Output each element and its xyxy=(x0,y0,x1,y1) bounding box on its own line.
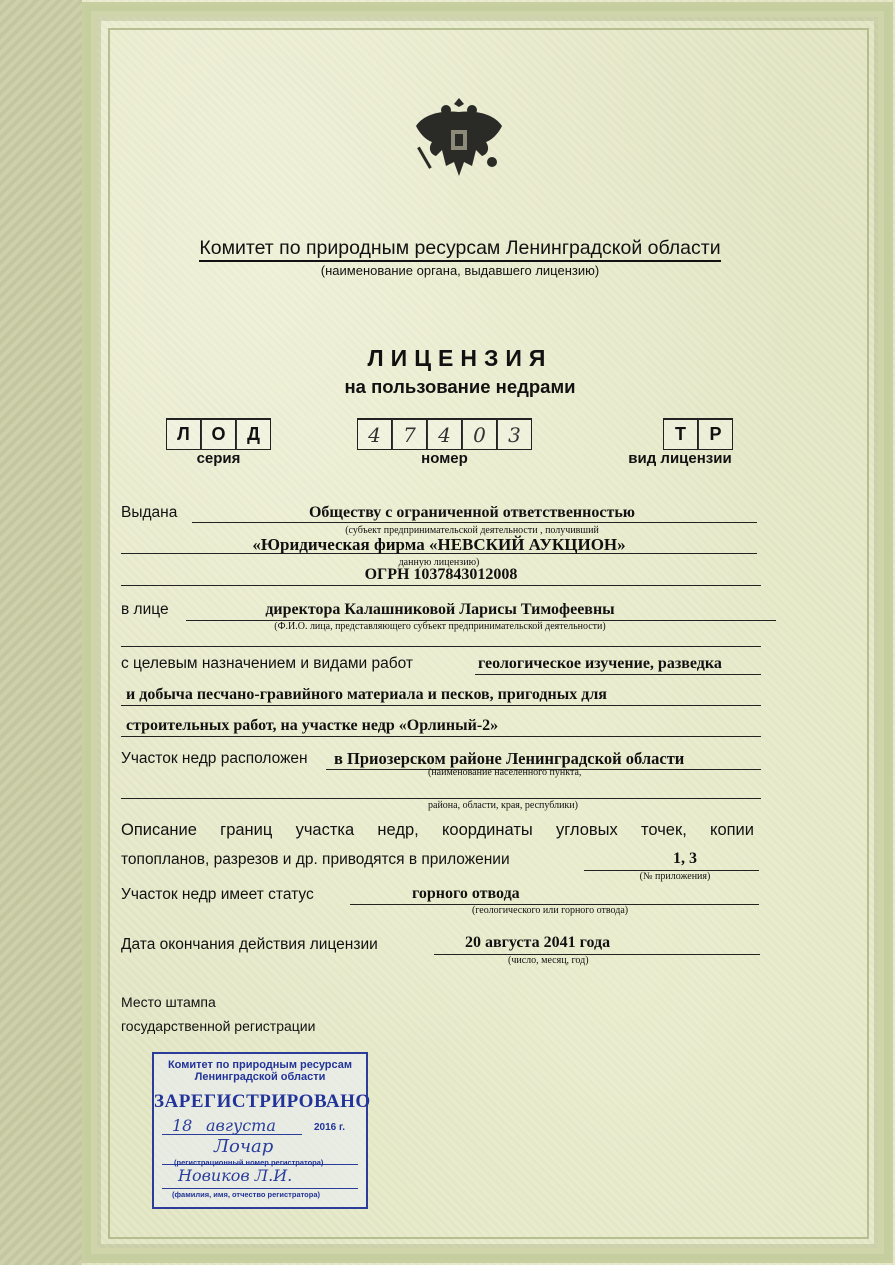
underline xyxy=(121,798,761,799)
expiry-note: (число, месяц, год) xyxy=(508,955,589,966)
expiry-date: 20 августа 2041 года xyxy=(465,934,611,951)
stamp-place-label xyxy=(121,990,315,1038)
purpose-line3: строительных работ, на участке недр «Орлиный-2» xyxy=(126,717,499,734)
location-label: Участок недр расположен xyxy=(121,750,308,767)
underline xyxy=(475,674,761,675)
boundaries-line2: топопланов, разрезов и др. приводятся в приложении xyxy=(121,851,510,868)
underline xyxy=(121,585,761,586)
series-char: О xyxy=(201,418,236,450)
appendix-note: (№ приложения) xyxy=(639,871,711,882)
stamp-org-line2: Ленинградской области xyxy=(194,1071,326,1083)
issued-to-line2: «Юридическая фирма «НЕВСКИЙ АУКЦИОН» xyxy=(252,535,626,554)
representative-note: (Ф.И.О. лица, представляющего субъект предпринимательской деятельности) xyxy=(274,621,606,632)
stamp-org-line1: Комитет по природным ресурсам xyxy=(167,1059,353,1071)
license-type-char: Р xyxy=(698,418,733,450)
ogrn-value: ОГРН 1037843012008 xyxy=(364,566,518,583)
number-digit: 4 xyxy=(357,418,392,450)
issued-to-label: Выдана xyxy=(121,504,178,521)
number-label: номер xyxy=(421,450,468,467)
represented-by-label: в лице xyxy=(121,601,169,618)
stamp-place-line2: государственной регистрации xyxy=(121,1018,316,1034)
appendix-numbers: 1, 3 xyxy=(673,850,697,867)
license-type-label: вид лицензии xyxy=(628,450,732,467)
underline xyxy=(121,705,761,706)
stamp-org xyxy=(154,1059,366,1083)
stamp-place-line1: Место штампа xyxy=(121,994,216,1010)
number-digit: 7 xyxy=(392,418,427,450)
document-title: ЛИЦЕНЗИЯ xyxy=(367,345,553,371)
location-note1: (наименование населенного пункта, xyxy=(428,767,582,778)
ornamental-border-left xyxy=(0,0,82,1265)
issued-to-line1: Обществу с ограниченной ответственностью xyxy=(308,504,636,521)
issued-to-note2: данную лицензию) xyxy=(398,557,480,568)
stamp-registered: ЗАРЕГИСТРИРОВАНО xyxy=(154,1091,371,1112)
representative-name: директора Калашниковой Ларисы Тимофеевны xyxy=(265,601,615,618)
boundaries-line1: Описание границ участка недр, координаты угловых точек, копии xyxy=(121,821,754,839)
registration-stamp xyxy=(152,1052,371,1209)
stamp-reg-number: Лочар xyxy=(214,1136,274,1157)
underline xyxy=(192,522,757,523)
purpose-label: с целевым назначением и видами работ xyxy=(121,655,413,672)
stamp-note2: (фамилия, имя, отчество регистратора) xyxy=(172,1190,321,1199)
series-label: серия xyxy=(196,450,241,467)
issued-to-note1: (субъект предпринимательской деятельности , получивший xyxy=(345,525,599,536)
series-char: Д xyxy=(236,418,271,450)
issuing-authority: Комитет по природным ресурсам Ленинградской области xyxy=(120,237,800,260)
number-digit: 0 xyxy=(462,418,497,450)
status-note: (геологического или горного отвода) xyxy=(472,905,629,916)
purpose-line1: геологическое изучение, разведка xyxy=(478,655,722,672)
license-type-char: Т xyxy=(663,418,698,450)
underline xyxy=(121,646,761,647)
number-digit: 4 xyxy=(427,418,462,450)
status-label: Участок недр имеет статус xyxy=(121,886,314,903)
status-value: горного отвода xyxy=(412,885,520,902)
purpose-line2: и добыча песчано-гравийного материала и песков, пригодных для xyxy=(126,686,607,703)
underline xyxy=(121,736,761,737)
stamp-month: августа xyxy=(206,1116,276,1135)
authority-caption: (наименование органа, выдавшего лицензию) xyxy=(320,263,600,278)
stamp-year: 2016 г. xyxy=(314,1122,345,1133)
location-note2: района, области, края, республики) xyxy=(428,800,578,811)
stamp-day: 18 xyxy=(172,1116,193,1135)
license-type-field xyxy=(628,418,750,467)
document-subtitle: на пользование недрами xyxy=(344,376,576,397)
location-value: в Приозерском районе Ленинградской области xyxy=(334,749,685,768)
stamp-note1: (регистрационный номер регистратора) xyxy=(174,1158,324,1167)
stamp-registrar: Новиков Л.И. xyxy=(178,1166,293,1185)
number-digit: 3 xyxy=(497,418,532,450)
expiry-label: Дата окончания действия лицензии xyxy=(121,936,378,953)
coat-of-arms-icon xyxy=(412,96,507,182)
series-char: Л xyxy=(166,418,201,450)
underline xyxy=(434,954,760,955)
number-field xyxy=(357,418,532,467)
series-field xyxy=(166,418,271,467)
